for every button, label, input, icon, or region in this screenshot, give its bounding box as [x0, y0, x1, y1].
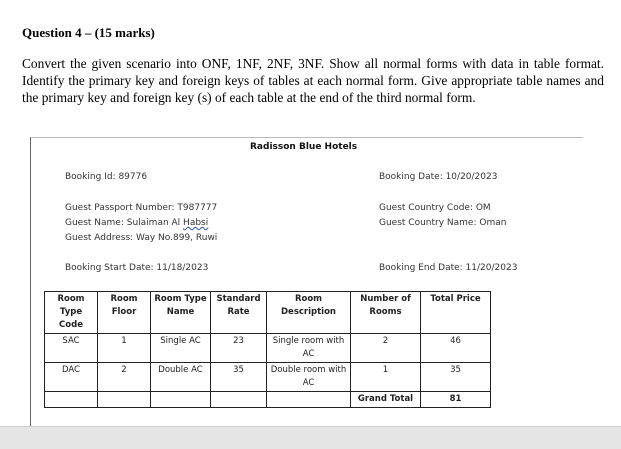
- cell-room-description: Single room with AC: [267, 334, 351, 363]
- booking-end-date: Booking End Date: 11/20/2023: [379, 263, 518, 273]
- cell-number-of-rooms: 1: [351, 363, 421, 392]
- empty-cell: [267, 392, 351, 408]
- cell-room-type-code: DAC: [45, 363, 98, 392]
- question-text: Convert the given scenario into ONF, 1NF, 2NF, 3NF. Show all normal forms with data in table format. Identify the primary key and foreign keys of tables at each normal form. Give appropriate table names and the primary key and foreign key (s) of each table at the end of the third normal form.: [22, 56, 604, 105]
- cell-room-type-code: SAC: [45, 334, 98, 363]
- hotel-name: Radisson Blue Hotels: [250, 142, 358, 152]
- cell-standard-rate: 23: [211, 334, 267, 363]
- header-room-floor: Room Floor: [98, 292, 151, 334]
- table-row: [45, 363, 491, 392]
- header-room-type-name: Room Type Name: [151, 292, 211, 334]
- header-room-type-code: Room Type Code: [45, 292, 98, 334]
- cell-room-type-name: Single AC: [151, 334, 211, 363]
- guest-name-surname: Habsi: [183, 218, 209, 228]
- cell-room-description: Double room with AC: [267, 363, 351, 392]
- empty-cell: [45, 392, 98, 408]
- cell-room-floor: 2: [98, 363, 151, 392]
- table-header-row: [45, 292, 491, 334]
- guest-name-prefix: Guest Name: Sulaiman Al: [65, 218, 184, 228]
- cell-standard-rate: 35: [211, 363, 267, 392]
- header-standard-rate: Standard Rate: [211, 292, 267, 334]
- guest-name: [65, 218, 208, 228]
- guest-passport: Guest Passport Number: T987777: [65, 203, 218, 213]
- empty-cell: [151, 392, 211, 408]
- rooms-table: [44, 291, 491, 408]
- cell-room-type-name: Double AC: [151, 363, 211, 392]
- cell-total-price: 46: [421, 334, 491, 363]
- empty-cell: [211, 392, 267, 408]
- booking-id: Booking Id: 89776: [65, 172, 148, 182]
- grand-total-value: 81: [421, 392, 491, 408]
- cell-total-price: 35: [421, 363, 491, 392]
- empty-cell: [98, 392, 151, 408]
- header-total-price: Total Price: [421, 292, 491, 334]
- bottom-strip: [0, 426, 621, 449]
- header-number-of-rooms: Number of Rooms: [351, 292, 421, 334]
- cell-room-floor: 1: [98, 334, 151, 363]
- guest-country-code: Guest Country Code: OM: [379, 203, 491, 213]
- table-row: [45, 334, 491, 363]
- booking-date: Booking Date: 10/20/2023: [379, 172, 498, 182]
- cell-number-of-rooms: 2: [351, 334, 421, 363]
- guest-address: Guest Address: Way No.899, Ruwi: [65, 233, 218, 243]
- header-room-description: Room Description: [267, 292, 351, 334]
- question-title: Question 4 – (15 marks): [22, 25, 155, 40]
- grand-total-label: Grand Total: [351, 392, 421, 408]
- booking-start-date: Booking Start Date: 11/18/2023: [65, 263, 209, 273]
- grand-total-row: [45, 392, 491, 408]
- guest-country-name: Guest Country Name: Oman: [379, 218, 507, 228]
